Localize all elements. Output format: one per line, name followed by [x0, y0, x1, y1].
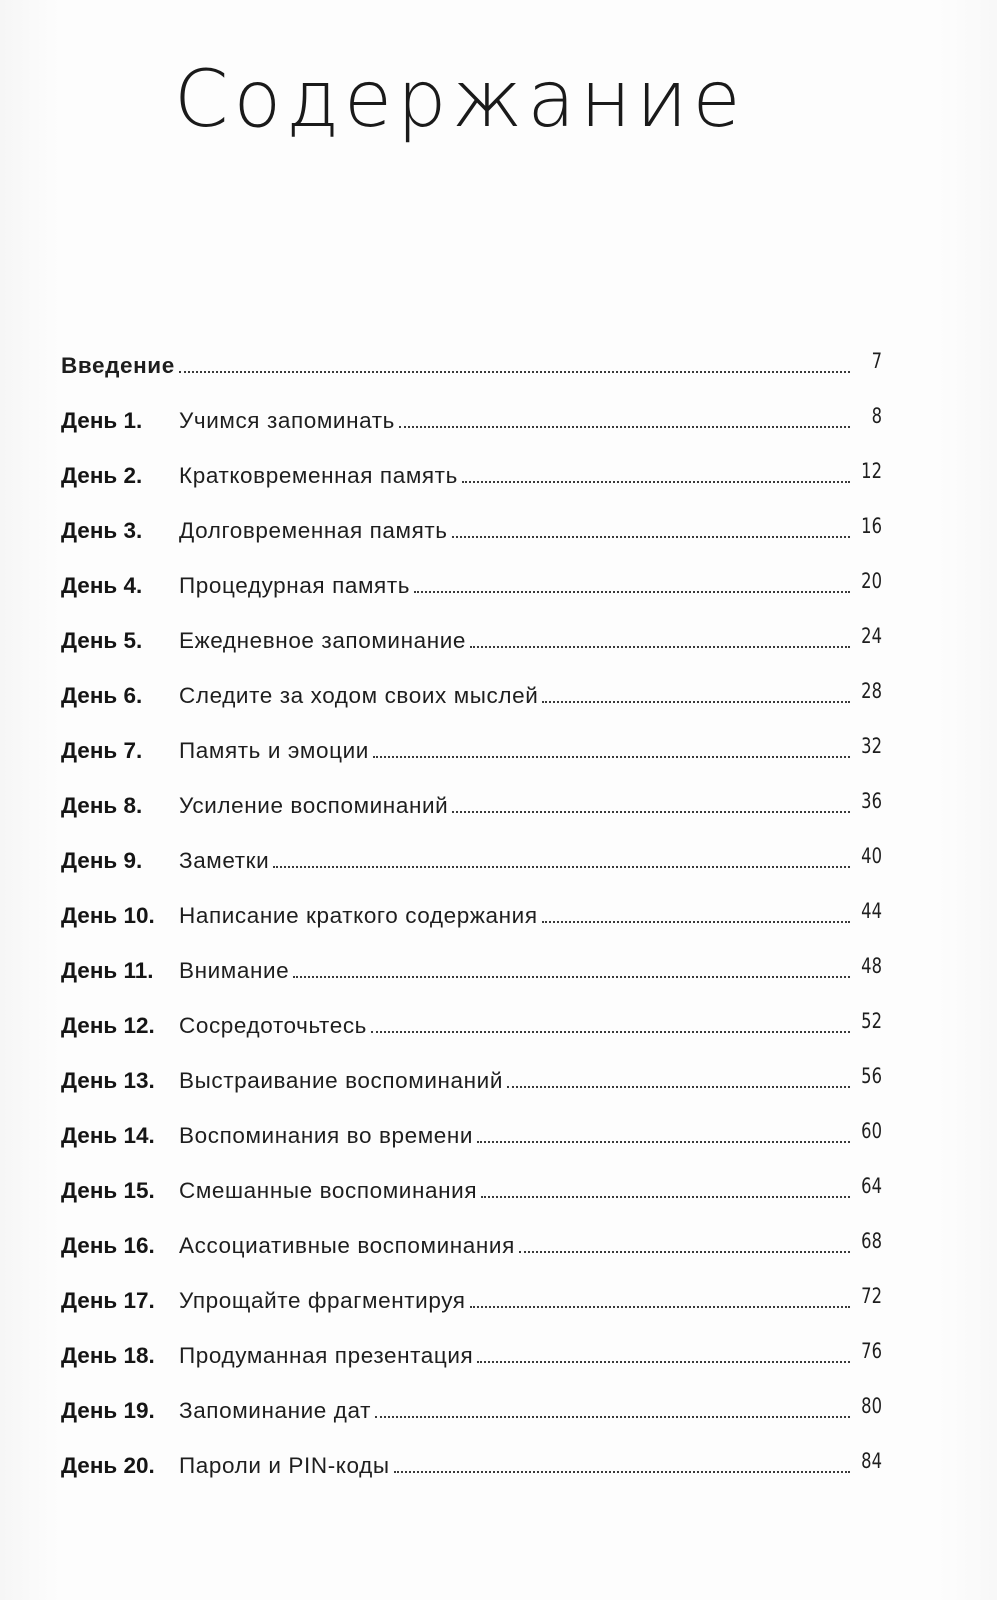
toc-entry[interactable] [61, 654, 882, 709]
toc-entry-title: Память и эмоции [179, 738, 369, 763]
toc-day-number: День 20. [61, 1453, 155, 1478]
toc-entry[interactable] [61, 984, 882, 1039]
toc-day-number: День 15. [61, 1178, 155, 1203]
toc-page-number: 84 [861, 1449, 882, 1473]
toc-day-number: День 6. [61, 683, 143, 708]
toc-entry[interactable] [61, 489, 882, 544]
toc-entry[interactable] [61, 1259, 882, 1314]
toc-entry[interactable] [61, 874, 882, 929]
dot-leader [293, 976, 850, 978]
toc-page-number: 80 [861, 1394, 882, 1418]
dot-leader [414, 591, 850, 593]
toc-entry-introduction[interactable] [61, 324, 882, 379]
toc-entry-title: Воспоминания во времени [179, 1123, 474, 1148]
dot-leader [481, 1196, 850, 1198]
toc-page-number: 16 [861, 514, 882, 538]
toc-page-number: 36 [861, 789, 882, 813]
toc-page-number: 64 [861, 1174, 882, 1198]
toc-entry[interactable] [61, 599, 882, 654]
toc-day-number: День 19. [61, 1398, 155, 1423]
toc-entry-title: Продуманная презентация [179, 1343, 474, 1368]
toc-page-number: 76 [861, 1339, 882, 1363]
toc-day-number: День 3. [61, 518, 143, 543]
table-of-contents [61, 324, 882, 1479]
dot-leader [394, 1471, 850, 1473]
toc-page-number: 44 [861, 899, 882, 923]
dot-leader [273, 866, 850, 868]
dot-leader [542, 921, 850, 923]
page-title: Содержание [174, 55, 746, 145]
dot-leader [452, 811, 850, 813]
toc-page-number: 28 [861, 679, 882, 703]
toc-entry[interactable] [61, 1314, 882, 1369]
dot-leader [507, 1086, 850, 1088]
toc-entry[interactable] [61, 929, 882, 984]
dot-leader [371, 1031, 850, 1033]
toc-entry-title: Написание краткого содержания [179, 903, 538, 928]
toc-entry-title: Следите за ходом своих мыслей [179, 683, 539, 708]
toc-page-number: 7 [871, 349, 882, 373]
toc-page-number: 24 [861, 624, 882, 648]
toc-day-number: День 11. [61, 958, 154, 983]
toc-entry-title: Внимание [179, 958, 290, 983]
toc-day-number: День 5. [61, 628, 143, 653]
toc-day-number: День 10. [61, 903, 155, 928]
toc-day-number: День 16. [61, 1233, 155, 1258]
toc-page-number: 12 [861, 459, 882, 483]
toc-entry[interactable] [61, 1149, 882, 1204]
toc-entry-title: Запоминание дат [179, 1398, 371, 1423]
toc-entry-title: Долговременная память [179, 518, 448, 543]
toc-entry[interactable] [61, 819, 882, 874]
toc-day-number: День 1. [61, 408, 143, 433]
toc-entry-title: Введение [61, 353, 175, 378]
toc-entry-title: Усиление воспоминаний [179, 793, 449, 818]
toc-page-number: 56 [861, 1064, 882, 1088]
toc-day-number: День 17. [61, 1288, 155, 1313]
toc-day-number: День 8. [61, 793, 143, 818]
toc-day-number: День 18. [61, 1343, 155, 1368]
dot-leader [452, 536, 850, 538]
toc-entry-title: Кратковременная память [179, 463, 458, 488]
dot-leader [542, 701, 850, 703]
toc-entry[interactable] [61, 709, 882, 764]
toc-page-number: 52 [861, 1009, 882, 1033]
dot-leader [179, 371, 850, 373]
toc-day-number: День 13. [61, 1068, 155, 1093]
dot-leader [477, 1141, 850, 1143]
toc-page-number: 60 [861, 1119, 882, 1143]
toc-entry[interactable] [61, 1094, 882, 1149]
toc-day-number: День 4. [61, 573, 143, 598]
dot-leader [477, 1361, 850, 1363]
toc-page-number: 20 [861, 569, 882, 593]
toc-page-number: 48 [861, 954, 882, 978]
toc-day-number: День 2. [61, 463, 143, 488]
toc-entry[interactable] [61, 1424, 882, 1479]
toc-entry[interactable] [61, 764, 882, 819]
toc-entry-title: Пароли и PIN-коды [179, 1453, 390, 1478]
toc-entry-title: Упрощайте фрагментируя [179, 1288, 466, 1313]
toc-page-number: 32 [861, 734, 882, 758]
toc-page-number: 8 [871, 404, 882, 428]
toc-entry[interactable] [61, 544, 882, 599]
toc-page-number: 72 [861, 1284, 882, 1308]
toc-entry-title: Ассоциативные воспоминания [179, 1233, 515, 1258]
dot-leader [470, 1306, 850, 1308]
toc-entry[interactable] [61, 379, 882, 434]
toc-page-number: 68 [861, 1229, 882, 1253]
toc-entry[interactable] [61, 1369, 882, 1424]
toc-entry-title: Заметки [179, 848, 270, 873]
toc-entry-title: Учимся запоминать [179, 408, 395, 433]
toc-entry-title: Сосредоточьтесь [179, 1013, 367, 1038]
dot-leader [373, 756, 850, 758]
dot-leader [462, 481, 850, 483]
dot-leader [399, 426, 850, 428]
toc-page-number: 40 [861, 844, 882, 868]
toc-day-number: День 14. [61, 1123, 155, 1148]
toc-entry-title: Ежедневное запоминание [179, 628, 467, 653]
toc-day-number: День 12. [61, 1013, 155, 1038]
toc-entry-title: Смешанные воспоминания [179, 1178, 478, 1203]
toc-day-number: День 7. [61, 738, 143, 763]
dot-leader [375, 1416, 850, 1418]
toc-entry-title: Процедурная память [179, 573, 411, 598]
toc-entry[interactable] [61, 1039, 882, 1094]
toc-day-number: День 9. [61, 848, 143, 873]
dot-leader [519, 1251, 850, 1253]
toc-entry[interactable] [61, 434, 882, 489]
toc-entry[interactable] [61, 1204, 882, 1259]
toc-entry-title: Выстраивание воспоминаний [179, 1068, 504, 1093]
dot-leader [470, 646, 850, 648]
